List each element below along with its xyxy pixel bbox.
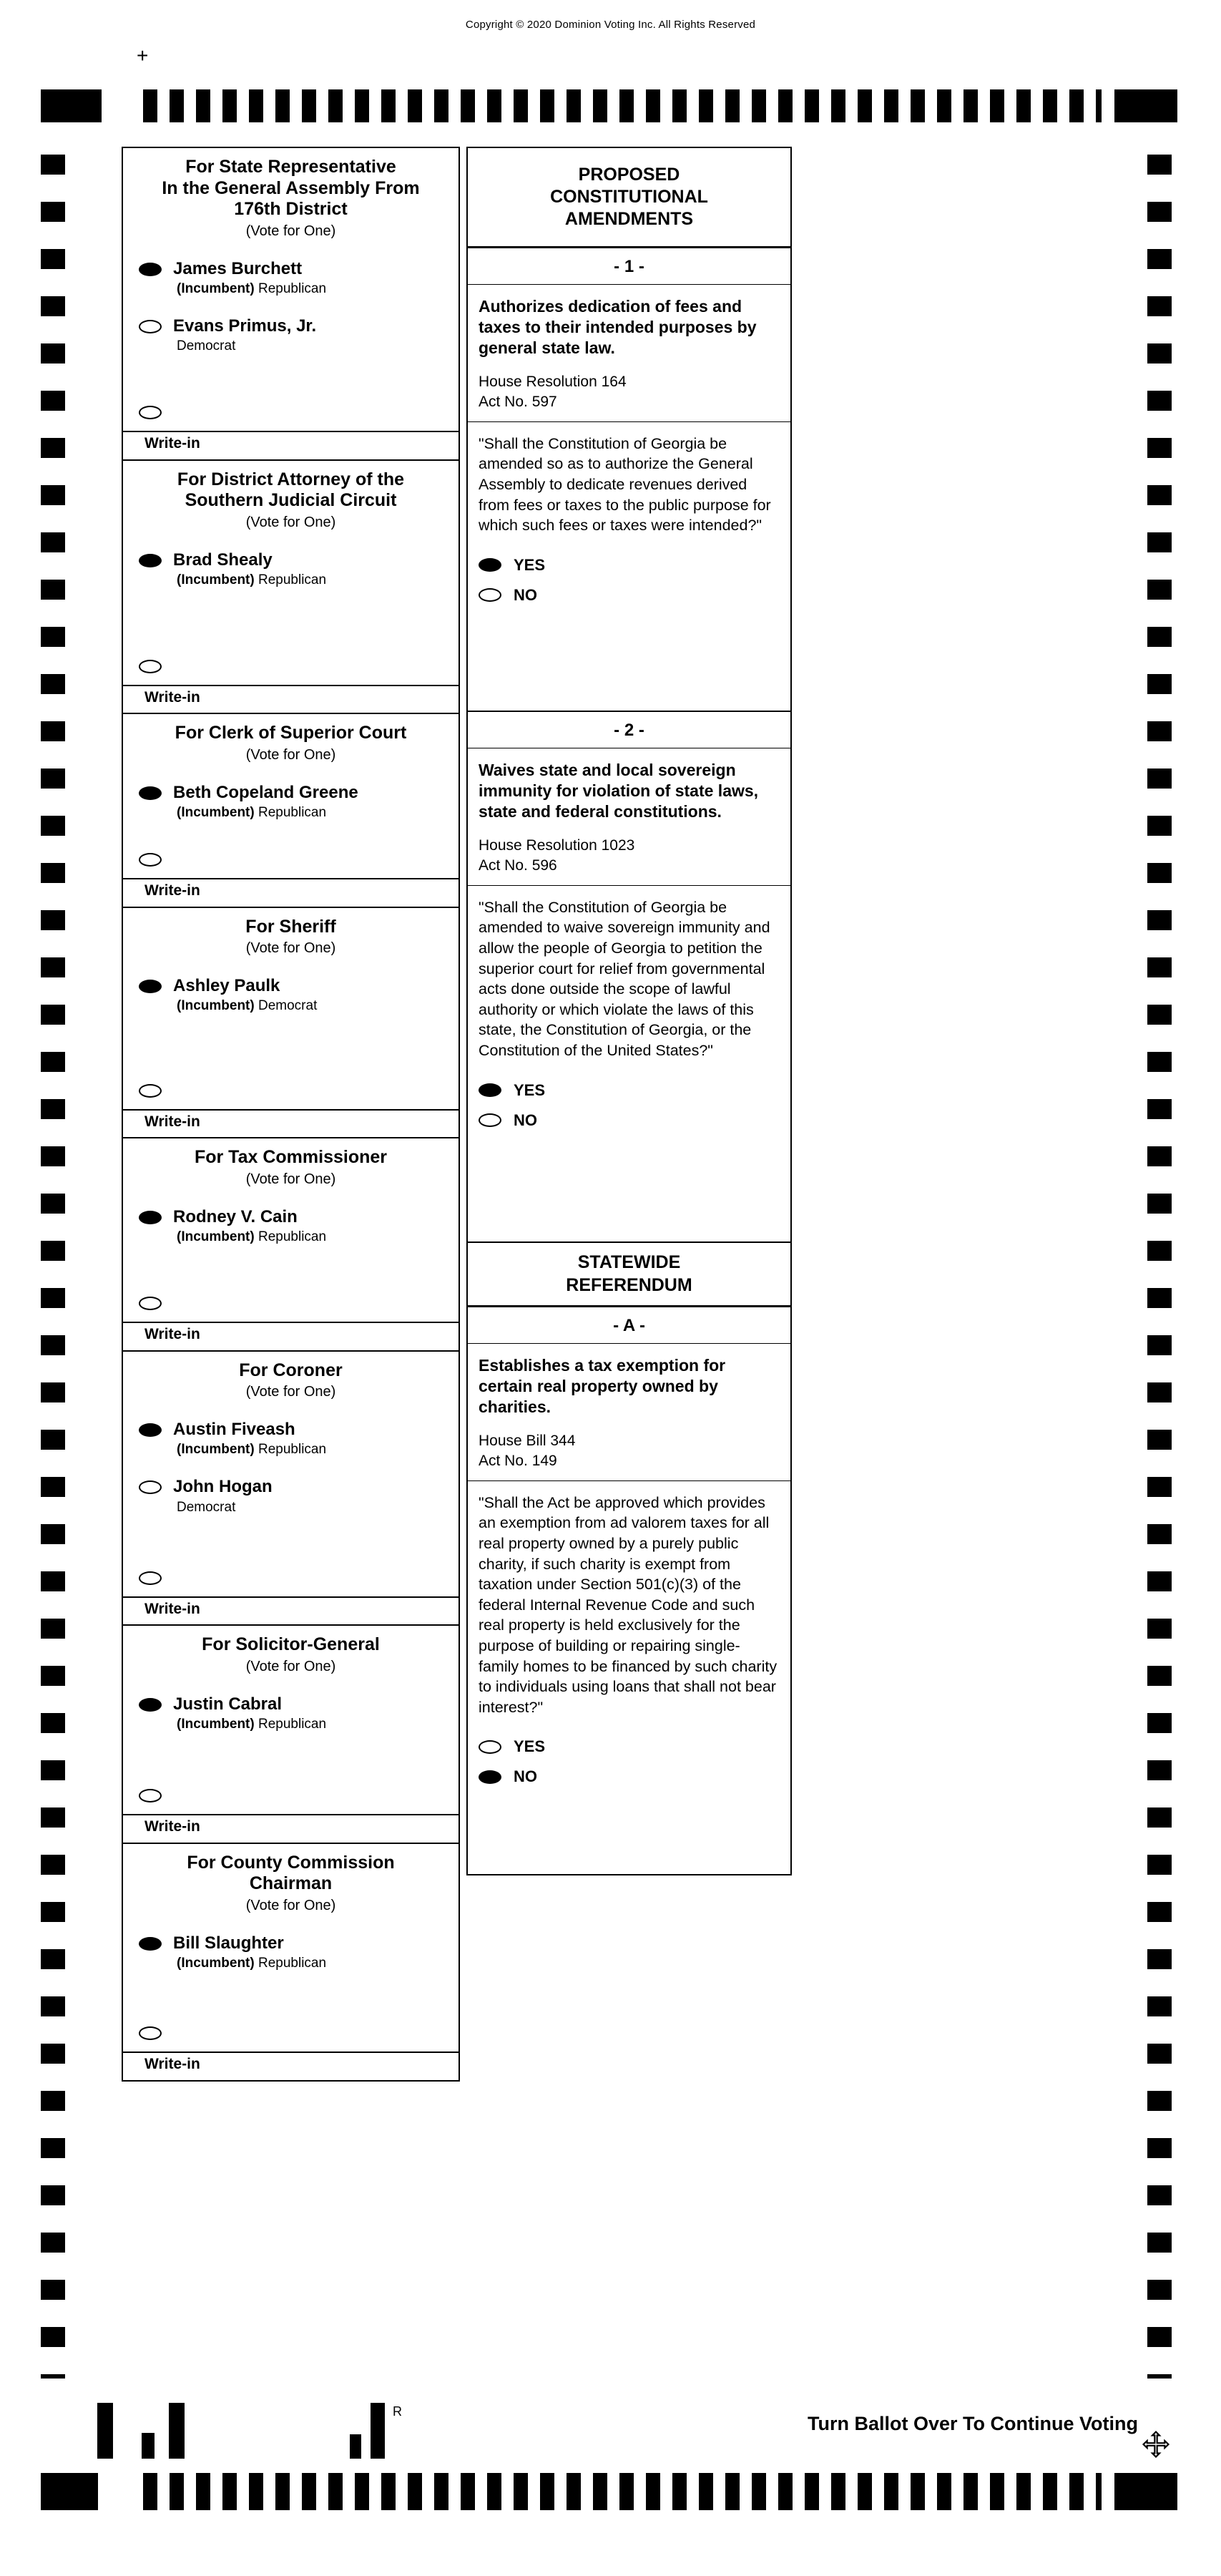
write-in-section [123, 393, 459, 459]
footer-instruction: Turn Ballot Over To Continue Voting [808, 2413, 1138, 2434]
measure-group-header [468, 148, 790, 248]
option-label: YES [514, 555, 546, 574]
alignment-bar [97, 2403, 113, 2459]
option-bubble[interactable] [479, 1740, 501, 1754]
candidate-bubble[interactable] [139, 786, 162, 800]
party-label: Republican [258, 1229, 327, 1244]
candidate-name: John Hogan [173, 1477, 273, 1497]
write-in-bubble[interactable] [139, 406, 162, 419]
vote-instruction: (Vote for One) [245, 940, 336, 956]
contest-box [122, 1350, 460, 1626]
write-in-bubble-row [123, 1081, 459, 1098]
write-in-bubble[interactable] [139, 1789, 162, 1802]
contest-header [123, 1138, 459, 1194]
write-in-bubble[interactable] [139, 1297, 162, 1310]
contest-box [122, 147, 460, 461]
contest-title-line: In the General Assembly From [162, 177, 420, 198]
contest-title-line: Southern Judicial Circuit [185, 490, 397, 510]
measure-summary: Establishes a tax exemption for certain real property owned by charities. [479, 1356, 726, 1416]
option-label: NO [514, 1111, 537, 1129]
measure-question: "Shall the Constitution of Georgia be amended to waive sovereign immunity and allow the people of Georgia to petition the superior court for relief from governmental acts done outside the scope of lawful authority or which violate the laws of this state, the Constitution of Georgia, or the Constitution of the United States?" [479, 898, 770, 1059]
measure [468, 248, 790, 712]
print-mark: R [393, 2404, 402, 2419]
measure-number: - 1 - [468, 248, 790, 285]
candidate-text [173, 1695, 326, 1732]
candidate-text [173, 260, 326, 297]
candidate-name: Evans Primus, Jr. [173, 316, 317, 336]
candidate-bubble[interactable] [139, 1480, 162, 1494]
candidate-bubble[interactable] [139, 554, 162, 567]
incumbent-label: (Incumbent) [177, 1716, 255, 1732]
candidate-row [123, 260, 459, 297]
measure-number: - A - [468, 1307, 790, 1344]
write-in-label: Write-in [123, 685, 459, 713]
timing-corner-top-left [41, 89, 102, 122]
candidate-detail [173, 338, 316, 354]
measure-question: "Shall the Constitution of Georgia be amended so as to authorize the General Assembly to dedicate revenues derived from fees or taxes to the public purpose for which such fees or taxes were intended?" [479, 434, 771, 535]
measure-option-row [479, 1737, 780, 1756]
alignment-bar [350, 2434, 361, 2459]
party-label: Republican [258, 1442, 327, 1458]
measure-option-row [479, 586, 780, 605]
write-in-bubble[interactable] [139, 2026, 162, 2040]
incumbent-label: (Incumbent) [177, 1955, 255, 1971]
option-bubble[interactable] [479, 1770, 501, 1784]
option-label: NO [514, 585, 537, 604]
candidate-name: Brad Shealy [173, 550, 273, 570]
write-in-label: Write-in [123, 878, 459, 907]
measure-ref-line: Act No. 596 [479, 857, 557, 874]
measure-options [468, 1723, 790, 1797]
measure-option-row [479, 1111, 780, 1130]
candidate-detail [173, 1956, 326, 1971]
write-in-label: Write-in [123, 1596, 459, 1625]
candidate-detail [173, 1500, 273, 1516]
write-in-label: Write-in [123, 1109, 459, 1138]
contest-title-line: For Clerk of Superior Court [175, 723, 407, 743]
measure-refs [479, 1431, 780, 1470]
candidate-name: Beth Copeland Greene [173, 782, 358, 802]
candidate-row [123, 317, 459, 354]
candidate-name: James Burchett [173, 258, 303, 278]
contest-box [122, 1624, 460, 1844]
contest-title-line: For County Commission [187, 1852, 395, 1873]
option-bubble[interactable] [479, 1083, 501, 1097]
option-bubble[interactable] [479, 558, 501, 572]
measure-option-row [479, 1767, 780, 1786]
measure-body [468, 1344, 790, 1481]
measure-options [468, 542, 790, 616]
measure-options [468, 1067, 790, 1141]
incumbent-label: (Incumbent) [177, 1229, 255, 1244]
contest-title-line: 176th District [234, 199, 348, 219]
measure-ref-line: House Resolution 164 [479, 374, 627, 391]
candidate-bubble[interactable] [139, 320, 162, 333]
write-in-bubble[interactable] [139, 1084, 162, 1098]
timing-marks-top [143, 89, 1102, 122]
incumbent-label: (Incumbent) [177, 804, 255, 820]
party-label: Republican [258, 1955, 327, 1971]
candidate-row [123, 1695, 459, 1732]
write-in-bubble-row [123, 1294, 459, 1310]
registration-plus-mark: + [137, 44, 149, 67]
timing-corner-bottom-left [41, 2473, 98, 2510]
candidate-row [123, 551, 459, 588]
candidate-bubble[interactable] [139, 1423, 162, 1437]
measure-ref-line: House Bill 344 [479, 1433, 576, 1450]
measure [468, 712, 790, 1243]
contest-box [122, 1843, 460, 2082]
alignment-bar [371, 2403, 385, 2459]
write-in-label: Write-in [123, 2051, 459, 2080]
write-in-bubble[interactable] [139, 660, 162, 673]
write-in-section [123, 2014, 459, 2080]
timing-marks-right [1147, 155, 1172, 2379]
measures-column [466, 147, 792, 1875]
party-label: Democrat [177, 338, 236, 354]
measure-group-header-line: PROPOSED [578, 164, 680, 185]
candidate-text [173, 1420, 326, 1458]
candidate-detail [173, 1442, 326, 1458]
party-label: Democrat [258, 998, 318, 1014]
candidate-text [173, 1934, 326, 1971]
contest-header [123, 461, 459, 537]
candidate-text [173, 551, 326, 588]
measure-ref-line: Act No. 149 [479, 1452, 557, 1469]
candidate-text [173, 1208, 326, 1245]
candidate-row [123, 1420, 459, 1458]
vote-instruction: (Vote for One) [245, 1171, 336, 1187]
party-label: Republican [258, 1716, 327, 1732]
write-in-bubble-row [123, 1568, 459, 1585]
candidate-name: Austin Fiveash [173, 1420, 295, 1439]
contest-box [122, 459, 460, 715]
timing-corner-top-right [1114, 89, 1177, 122]
candidate-bubble[interactable] [139, 1698, 162, 1712]
measure-body [468, 748, 790, 886]
candidate-text [173, 1478, 273, 1515]
candidate-detail [173, 1229, 326, 1245]
option-bubble[interactable] [479, 1113, 501, 1127]
write-in-bubble[interactable] [139, 853, 162, 867]
contest-header [123, 1844, 459, 1920]
contest-header [123, 1626, 459, 1681]
candidate-bubble[interactable] [139, 980, 162, 993]
contest-title-line: For State Representative [185, 157, 396, 177]
measure-body [468, 285, 790, 422]
measure-summary: Waives state and local sovereign immunity for violation of state laws, state and federal constitutions. [479, 761, 759, 821]
candidate-text [173, 977, 317, 1014]
alignment-bar [169, 2403, 185, 2459]
vote-instruction: (Vote for One) [245, 1384, 336, 1400]
measure-group-header-line: STATEWIDE [577, 1252, 681, 1273]
contest-header [123, 908, 459, 963]
measure-group-header-line: CONSTITUTIONAL [550, 186, 708, 207]
contest-box [122, 713, 460, 908]
write-in-label: Write-in [123, 1814, 459, 1843]
candidate-row [123, 1208, 459, 1245]
write-in-section [123, 840, 459, 907]
candidate-detail [173, 998, 317, 1014]
candidate-name: Rodney V. Cain [173, 1206, 298, 1226]
contest-header [123, 714, 459, 769]
write-in-bubble[interactable] [139, 1571, 162, 1585]
incumbent-label: (Incumbent) [177, 998, 255, 1014]
measure-question: "Shall the Act be approved which provides an exemption from ad valorem taxes for all real property owned by a purely public charity, if such charity is exempt from taxation under Section 501(c)(3) of the federal Internal Revenue Code and such real property is held exclusively for the purpose of building or repairing single-family homes to be financed by such charity to individuals using loans that shall not bear interest?" [479, 1493, 778, 1716]
measure-group-header-line: REFERENDUM [566, 1274, 692, 1295]
option-label: YES [514, 1080, 546, 1099]
write-in-label: Write-in [123, 431, 459, 459]
vote-instruction: (Vote for One) [245, 223, 336, 239]
measure-refs [479, 836, 780, 875]
option-label: YES [514, 1737, 546, 1756]
candidate-row [123, 977, 459, 1014]
party-label: Republican [258, 804, 327, 820]
measure-summary: Authorizes dedication of fees and taxes to their intended purposes by general state law. [479, 297, 757, 357]
candidate-bubble[interactable] [139, 263, 162, 276]
timing-corner-bottom-right [1114, 2473, 1177, 2510]
candidate-row [123, 784, 459, 821]
write-in-bubble-row [123, 403, 459, 419]
write-in-section [123, 647, 459, 713]
candidate-name: Bill Slaughter [173, 1933, 284, 1953]
measure-ref-line: House Resolution 1023 [479, 837, 635, 854]
option-bubble[interactable] [479, 588, 501, 602]
contest-column [122, 147, 460, 2082]
candidate-text [173, 317, 316, 354]
candidate-detail [173, 572, 326, 588]
contest-title-line: For Tax Commissioner [194, 1147, 388, 1167]
measure-refs [479, 372, 780, 411]
contest-title-line: For Sheriff [245, 916, 336, 937]
measure-option-row [479, 556, 780, 575]
contest-header [123, 1352, 459, 1407]
candidate-row [123, 1934, 459, 1971]
write-in-section [123, 1284, 459, 1350]
candidate-detail [173, 1717, 326, 1732]
contest-title-line: For Coroner [239, 1360, 343, 1380]
vote-instruction: (Vote for One) [245, 1658, 336, 1674]
write-in-section [123, 1558, 459, 1625]
write-in-label: Write-in [123, 1322, 459, 1350]
candidate-detail [173, 281, 326, 297]
incumbent-label: (Incumbent) [177, 572, 255, 587]
contest-box [122, 1137, 460, 1352]
write-in-bubble-row [123, 2024, 459, 2040]
measure [468, 1307, 790, 1874]
contest-title-line: Chairman [249, 1873, 333, 1893]
measure-group-header-line: AMENDMENTS [564, 209, 694, 230]
alignment-bar [142, 2433, 155, 2459]
timing-marks-left [41, 155, 65, 2379]
candidate-bubble[interactable] [139, 1211, 162, 1224]
candidate-name: Justin Cabral [173, 1694, 283, 1714]
party-label: Democrat [177, 1499, 236, 1515]
timing-marks-bottom [143, 2473, 1102, 2510]
write-in-section [123, 1776, 459, 1843]
measure-number: - 2 - [468, 712, 790, 748]
contest-header [123, 148, 459, 245]
write-in-bubble-row [123, 1786, 459, 1802]
contest-box [122, 907, 460, 1139]
incumbent-label: (Incumbent) [177, 280, 255, 296]
measure-option-row [479, 1081, 780, 1100]
measure-ref-line: Act No. 597 [479, 393, 557, 410]
option-label: NO [514, 1767, 537, 1786]
write-in-bubble-row [123, 850, 459, 867]
party-label: Republican [258, 280, 327, 296]
candidate-bubble[interactable] [139, 1937, 162, 1951]
candidate-detail [173, 805, 358, 821]
copyright-notice: Copyright © 2020 Dominion Voting Inc. All Rights Reserved [465, 19, 756, 31]
vote-instruction: (Vote for One) [245, 746, 336, 763]
incumbent-label: (Incumbent) [177, 1442, 255, 1458]
candidate-text [173, 784, 358, 821]
measure-group-header [468, 1243, 790, 1307]
turn-ballot-over-icon [1142, 2430, 1170, 2459]
candidate-row [123, 1478, 459, 1515]
vote-instruction: (Vote for One) [245, 514, 336, 530]
candidate-name: Ashley Paulk [173, 976, 280, 995]
write-in-bubble-row [123, 657, 459, 673]
contest-title-line: For Solicitor-General [202, 1634, 380, 1654]
contest-title-line: For District Attorney of the [177, 469, 405, 489]
party-label: Republican [258, 572, 327, 587]
vote-instruction: (Vote for One) [245, 1897, 336, 1913]
write-in-section [123, 1071, 459, 1138]
